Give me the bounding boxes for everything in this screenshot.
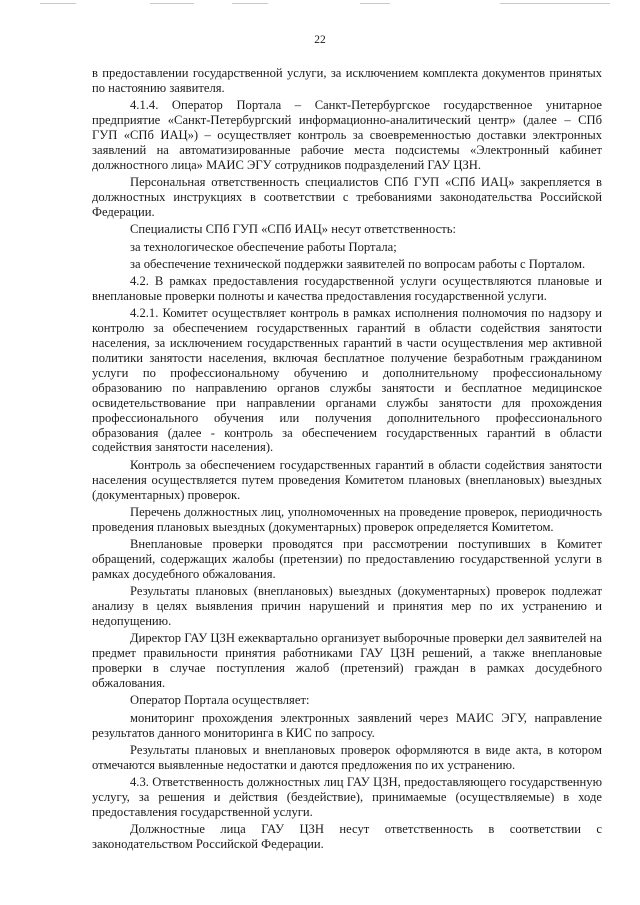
scan-artifact-line (232, 3, 268, 4)
scan-artifact-line (500, 3, 610, 4)
paragraph-4-2: 4.2. В рамках предоставления государственной услуги осуществляются плановые и внеплановые проверки полноты и качества предоставления государственной услуги. (92, 274, 602, 304)
page-number: 22 (314, 34, 326, 46)
list-item-monitoring: мониторинг прохождения электронных заявлений через МАИС ЭГУ, направление результатов данного мониторинга в КИС по запросу. (92, 710, 602, 740)
paragraph-unscheduled-inspections: Внеплановые проверки проводятся при рассмотрении поступивших в Комитет обращений, содержащих жалобы (претензии) по предоставлению государственной услуги в рамках досудебного обжалования. (92, 537, 602, 581)
paragraph-inspectors-list: Перечень должностных лиц, уполномоченных на проведение проверок, периодичность проведения плановых выездных (документарных) проверок определяется Комитетом. (92, 504, 602, 534)
list-item-technical-support: за обеспечение технической поддержки заявителей по вопросам работы с Порталом. (130, 256, 586, 271)
paragraph-director-checks: Директор ГАУ ЦЗН ежеквартально организует выборочные проверки дел заявителей на предмет правильности принятия работниками ГАУ ЦЗН решений, а также внеплановые проверки в случае поступления жалоб (претензий) граждан в рамках досудебного обжалования. (92, 631, 602, 691)
paragraph-continuation: в предоставлении государственной услуги, за исключением комплекта документов принятых по настоянию заявителя. (92, 66, 602, 95)
paragraph-results-act: Результаты плановых и внеплановых проверок оформляются в виде акта, в котором отмечаются выявленные недостатки и даются предложения по их устранению. (92, 742, 602, 772)
paragraph-inspection-results: Результаты плановых (внеплановых) выездных (документарных) проверок подлежат анализу в целях выявления причин нарушений и принятия мер по их устранению и недопущению. (92, 584, 602, 629)
list-item-technological-support: за технологическое обеспечение работы Портала; (130, 239, 397, 254)
document-body (92, 66, 602, 854)
paragraph-control-method: Контроль за обеспечением государственных гарантий в области содействия занятости населения осуществляется путем проведения Комитетом плановых (внеплановых) выездных (документарных) проверок. (92, 457, 602, 502)
scan-artifact-line (150, 3, 194, 4)
paragraph-4-3: 4.3. Ответственность должностных лиц ГАУ ЦЗН, предоставляющего государственную услугу, за решения и действия (бездействие), принимаемые (осуществляемые) в ходе предоставления государственной услуги. (92, 775, 602, 819)
paragraph-personal-responsibility: Персональная ответственность специалистов СПб ГУП «СПб ИАЦ» закрепляется в должностных инструкциях в соответствии с требованиями законодательства Российской Федерации. (92, 175, 602, 219)
scan-artifact-line (40, 3, 76, 4)
paragraph-specialists-responsible: Специалисты СПб ГУП «СПб ИАЦ» несут ответственность: (130, 222, 456, 237)
paragraph-portal-operator: Оператор Портала осуществляет: (130, 693, 310, 708)
paragraph-4-1-4: 4.1.4. Оператор Портала – Санкт-Петербургское государственное унитарное предприятие «Санкт-Петербургский информационно-аналитический центр» (далее – СПб ГУП «СПб ИАЦ») – осуществляет контроль за своевременностью доставки электронных заявлений на автоматизированные рабочие места подсистемы «Электронный кабинет должностного лица» МАИС ЭГУ сотрудников подразделений ГАУ ЦЗН. (92, 98, 602, 172)
scan-artifact-line (360, 3, 390, 4)
paragraph-officials-liability: Должностные лица ГАУ ЦЗН несут ответственность в соответствии с законодательством Российской Федерации. (92, 822, 602, 852)
paragraph-4-2-1: 4.2.1. Комитет осуществляет контроль в рамках исполнения полномочия по надзору и контролю за обеспечением государственных гарантий в области содействия занятости населения, за исключением государственных гарантий в части осуществления мер активной политики занятости населения, включая бесплатное получение безработным гражданином услуги по профессиональному обучению и дополнительному профессиональному образованию по направлению органов службы занятости и бесплатное медицинское освидетельствование при направлении органами службы занятости для прохождения профессионального обучения или получения дополнительного профессионального образования (далее - контроль за обеспечением государственных гарантий в области содействия занятости населения). (92, 306, 602, 455)
